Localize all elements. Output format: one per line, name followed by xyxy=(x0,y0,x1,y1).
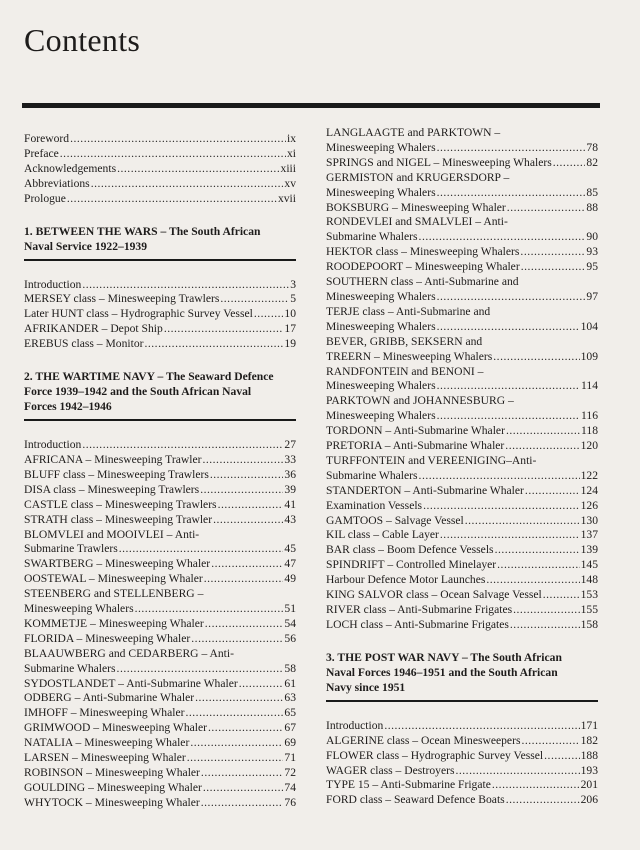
dot-leader xyxy=(437,379,580,394)
toc-entry[interactable] xyxy=(24,453,296,468)
toc-entry-page: xvii xyxy=(277,191,296,205)
toc-entry-page: 171 xyxy=(580,718,598,732)
section-1-heading xyxy=(24,224,296,261)
toc-entry-page: 17 xyxy=(284,322,296,336)
dot-leader xyxy=(205,617,284,632)
section-3-heading xyxy=(326,650,598,702)
toc-entry-label: GAMTOOS – Salvage Vessel xyxy=(326,513,464,527)
toc-entry-page: 114 xyxy=(581,379,598,393)
toc-entry[interactable] xyxy=(24,647,296,677)
toc-entry-label: CASTLE class – Minesweeping Trawlers xyxy=(24,497,217,511)
dot-leader xyxy=(200,483,283,498)
toc-entry[interactable] xyxy=(326,424,598,439)
dot-leader xyxy=(437,320,580,335)
toc-entry-label: Foreword xyxy=(24,132,70,145)
toc-entry-page: 137 xyxy=(580,528,598,542)
dot-leader xyxy=(70,132,286,147)
toc-entry-page: 116 xyxy=(581,409,598,423)
toc-entry-page: 148 xyxy=(580,573,598,587)
toc-entry-page: 3 xyxy=(290,277,296,291)
toc-entry-label: Examination Vessels xyxy=(326,498,423,512)
toc-entry-page: 27 xyxy=(284,438,296,452)
toc-entry-page: 51 xyxy=(284,602,296,616)
toc-entry-label: BLUFF class – Minesweeping Trawlers xyxy=(24,467,209,481)
toc-entry-page: 78 xyxy=(586,140,598,154)
dot-leader xyxy=(191,632,283,647)
toc-entry-label: SPINDRIFT – Controlled Minelayer xyxy=(326,558,497,572)
toc-entry[interactable] xyxy=(24,192,296,207)
toc-entry-label: Acknowledgements xyxy=(24,161,117,175)
toc-entry-label-line: TURFFONTEIN and VEREENIGING–Anti- xyxy=(326,453,537,467)
toc-entry[interactable] xyxy=(326,778,598,793)
toc-entry[interactable] xyxy=(24,736,296,751)
prelims-list xyxy=(24,132,296,207)
dot-leader xyxy=(82,438,283,453)
dot-leader xyxy=(506,793,580,808)
toc-entry-page: 193 xyxy=(580,763,598,777)
toc-entry[interactable] xyxy=(326,749,598,764)
toc-entry[interactable] xyxy=(326,484,598,499)
toc-entry-label: FLORIDA – Minesweeping Whaler xyxy=(24,631,191,645)
toc-entry-label: Minesweeping Whalers xyxy=(326,409,436,423)
dot-leader xyxy=(213,513,283,528)
toc-entry[interactable] xyxy=(326,618,598,633)
toc-entry[interactable] xyxy=(326,764,598,779)
toc-entry-page: 124 xyxy=(580,483,598,497)
toc-entry-label-line: BLAAUWBERG and CEDARBERG – Anti- xyxy=(24,646,234,660)
toc-entry-label: Preface xyxy=(24,146,59,160)
toc-entry-label: Prologue xyxy=(24,191,66,205)
toc-entry-page: 206 xyxy=(580,793,598,807)
right-column xyxy=(326,126,598,808)
dot-leader xyxy=(195,691,283,706)
dot-leader xyxy=(67,192,277,207)
dot-leader xyxy=(437,290,586,305)
toc-entry[interactable] xyxy=(24,781,296,796)
toc-entry-label: GRIMWOOD – Minesweeping Whaler xyxy=(24,721,207,735)
section-1-heading-line: Naval Service 1922–1939 xyxy=(24,239,148,253)
toc-entry-label: Later HUNT class – Hydrographic Survey Vessel xyxy=(24,307,253,321)
toc-entry-page: 130 xyxy=(580,513,598,527)
toc-entry-page: 45 xyxy=(284,542,296,556)
toc-entry-label: NATALIA – Minesweeping Whaler xyxy=(24,736,190,750)
toc-entry-page: 69 xyxy=(284,736,296,750)
toc-entry[interactable] xyxy=(326,603,598,618)
toc-entry-label: GOULDING – Minesweeping Whaler xyxy=(24,780,202,794)
toc-entry[interactable] xyxy=(24,706,296,721)
dot-leader xyxy=(419,469,580,484)
toc-entry-label: Minesweeping Whalers xyxy=(24,602,134,616)
toc-entry[interactable] xyxy=(24,528,296,558)
toc-entry-label: FLOWER class – Hydrographic Survey Vessel xyxy=(326,748,544,762)
toc-entry[interactable] xyxy=(24,468,296,483)
toc-entry[interactable] xyxy=(326,215,598,245)
section-3-heading-line: Naval Forces 1946–1951 and the South African xyxy=(326,665,558,679)
toc-entry-label-line: BLOMVLEI and MOOIVLEI – Anti- xyxy=(24,527,200,541)
toc-entry-page: 39 xyxy=(284,482,296,496)
toc-entry[interactable] xyxy=(326,528,598,543)
dot-leader xyxy=(82,278,289,293)
toc-entry-label: SWARTBERG – Minesweeping Whaler xyxy=(24,557,211,571)
toc-entry-page: 88 xyxy=(586,200,598,214)
section-2-list-left xyxy=(24,438,296,811)
toc-entry[interactable] xyxy=(326,558,598,573)
dot-leader xyxy=(254,307,284,322)
dot-leader xyxy=(211,557,283,572)
dot-leader xyxy=(493,350,579,365)
toc-entry[interactable] xyxy=(24,438,296,453)
toc-entry-page: 47 xyxy=(284,557,296,571)
toc-entry-label-line: LANGLAAGTE and PARKTOWN – xyxy=(326,126,501,139)
toc-entry[interactable] xyxy=(24,147,296,162)
dot-leader xyxy=(465,514,580,529)
toc-entry-page: 19 xyxy=(284,337,296,351)
left-column xyxy=(24,132,296,811)
toc-entry-label: FORD class – Seaward Defence Boats xyxy=(326,793,505,807)
dot-leader xyxy=(202,453,283,468)
section-3-heading-line: 3. THE POST WAR NAVY – The South African xyxy=(326,650,562,664)
toc-entry-label: TREERN – Minesweeping Whalers xyxy=(326,349,493,363)
toc-entry[interactable] xyxy=(326,454,598,484)
toc-entry-label-line: PARKTOWN and JOHANNESBURG – xyxy=(326,394,514,408)
dot-leader xyxy=(60,147,286,162)
toc-entry[interactable] xyxy=(326,335,598,365)
toc-entry-label: Minesweeping Whalers xyxy=(326,319,436,333)
toc-entry-page: 76 xyxy=(284,795,296,809)
toc-entry-label: TYPE 15 – Anti-Submarine Frigate xyxy=(326,778,491,792)
toc-entry-page: 104 xyxy=(580,319,598,333)
section-2-heading xyxy=(24,369,296,421)
toc-entry[interactable] xyxy=(24,498,296,513)
toc-entry-label: Submarine Whalers xyxy=(326,468,418,482)
toc-entry-label-line: STEENBERG and STELLENBERG – xyxy=(24,587,204,601)
toc-entry[interactable] xyxy=(24,278,296,293)
dot-leader xyxy=(384,719,579,734)
toc-entry-label: Introduction xyxy=(24,277,82,291)
section-2-list-right xyxy=(326,126,598,633)
dot-leader xyxy=(190,736,283,751)
toc-entry[interactable] xyxy=(326,588,598,603)
toc-entry[interactable] xyxy=(24,132,296,147)
toc-entry-page: 145 xyxy=(580,558,598,572)
toc-entry-label: LARSEN – Minesweeping Whaler xyxy=(24,751,186,765)
toc-entry[interactable] xyxy=(326,245,598,260)
toc-entry[interactable] xyxy=(24,513,296,528)
toc-entry-page: 67 xyxy=(284,721,296,735)
toc-entry[interactable] xyxy=(326,126,598,156)
toc-entry-page: 71 xyxy=(284,751,296,765)
dot-leader xyxy=(506,424,580,439)
section-3-list xyxy=(326,719,598,808)
toc-entry-page: 155 xyxy=(580,603,598,616)
toc-entry[interactable] xyxy=(326,573,598,588)
dot-leader xyxy=(117,162,279,177)
toc-entry-label: SYDOSTLANDET – Anti-Submarine Whaler xyxy=(24,676,238,690)
toc-entry[interactable] xyxy=(326,260,598,275)
toc-entry-page: 120 xyxy=(580,439,598,453)
toc-entry[interactable] xyxy=(326,171,598,201)
toc-entry[interactable] xyxy=(24,483,296,498)
toc-entry-label: PRETORIA – Anti-Submarine Whaler xyxy=(326,439,505,453)
toc-entry-label: WAGER class – Destroyers xyxy=(326,763,455,777)
toc-entry[interactable] xyxy=(326,275,598,305)
toc-entry-label: SPRINGS and NIGEL – Minesweeping Whalers xyxy=(326,155,552,169)
toc-entry-label: AFRIKANDER – Depot Ship xyxy=(24,322,163,336)
toc-entry-page: 188 xyxy=(580,748,598,762)
toc-entry-page: xv xyxy=(284,176,296,190)
toc-entry-label: ODBERG – Anti-Submarine Whaler xyxy=(24,691,195,705)
dot-leader xyxy=(119,542,284,557)
toc-entry[interactable] xyxy=(326,305,598,335)
dot-leader xyxy=(486,573,579,588)
section-3-heading-line: Navy since 1951 xyxy=(326,680,406,694)
toc-entry-label: OOSTEWAL – Minesweeping Whaler xyxy=(24,572,203,586)
toc-entry-page: 33 xyxy=(284,452,296,466)
toc-entry-label: STRATH class – Minesweeping Trawler xyxy=(24,512,213,526)
dot-leader xyxy=(201,796,284,811)
toc-entry-label: Minesweeping Whalers xyxy=(326,185,436,199)
dot-leader xyxy=(525,484,580,499)
toc-entry[interactable] xyxy=(24,632,296,647)
dot-leader xyxy=(210,468,284,483)
toc-entry[interactable] xyxy=(24,162,296,177)
toc-entry-label-line: BEVER, GRIBB, SEKSERN and xyxy=(326,334,483,348)
dot-leader xyxy=(497,558,579,573)
toc-entry[interactable] xyxy=(24,322,296,337)
toc-entry-page: 63 xyxy=(284,691,296,705)
toc-entry-label: HEKTOR class – Minesweeping Whalers xyxy=(326,245,520,259)
toc-entry[interactable] xyxy=(326,499,598,514)
toc-entry[interactable] xyxy=(24,337,296,352)
toc-entry-page: 82 xyxy=(586,155,598,169)
toc-entry[interactable] xyxy=(24,677,296,692)
toc-entry-page: 201 xyxy=(580,778,598,792)
dot-leader xyxy=(204,572,284,587)
toc-entry[interactable] xyxy=(326,793,598,808)
toc-entry-label: KIL class – Cable Layer xyxy=(326,528,439,542)
toc-entry[interactable] xyxy=(326,156,598,171)
toc-entry[interactable] xyxy=(24,307,296,322)
toc-entry-page: 182 xyxy=(580,733,598,747)
toc-entry-page: 54 xyxy=(284,616,296,630)
dot-leader xyxy=(187,751,284,766)
dot-leader xyxy=(505,439,579,454)
toc-entry-page: 56 xyxy=(284,631,296,645)
dot-leader xyxy=(164,322,284,337)
toc-entry-page: 109 xyxy=(580,349,598,363)
toc-entry-label: KOMMETJE – Minesweeping Whaler xyxy=(24,616,204,630)
dot-leader xyxy=(437,186,586,201)
toc-entry[interactable] xyxy=(326,201,598,216)
toc-entry-page: 90 xyxy=(586,230,598,244)
toc-entry-page: 41 xyxy=(284,497,296,511)
dot-leader xyxy=(553,156,586,171)
toc-entry-label: Submarine Whalers xyxy=(326,230,418,244)
dot-leader xyxy=(203,781,284,796)
toc-entry-page: 97 xyxy=(586,289,598,303)
dot-leader xyxy=(201,766,283,781)
dot-leader xyxy=(521,734,579,749)
dot-leader xyxy=(513,603,579,618)
toc-entry-label: MERSEY class – Minesweeping Trawlers xyxy=(24,292,220,306)
toc-entry-label: Submarine Trawlers xyxy=(24,542,118,556)
section-1-list xyxy=(24,278,296,353)
toc-entry-label: STANDERTON – Anti-Submarine Whaler xyxy=(326,483,524,497)
section-2-heading-line: Forces 1942–1946 xyxy=(24,400,112,414)
section-2-heading-line: Force 1939–1942 and the South African Naval xyxy=(24,385,252,399)
toc-entry-page: 85 xyxy=(586,185,598,199)
dot-leader xyxy=(543,588,580,603)
toc-entry-page: 65 xyxy=(284,706,296,720)
toc-entry-label: RIVER class – Anti-Submarine Frigates xyxy=(326,603,513,616)
toc-entry[interactable] xyxy=(24,796,296,811)
toc-entry[interactable] xyxy=(24,557,296,572)
toc-entry-page: xi xyxy=(286,146,296,160)
toc-entry-label: ROODEPOORT – Minesweeping Whaler xyxy=(326,260,520,274)
toc-entry-page: 139 xyxy=(580,543,598,557)
page-title: Contents xyxy=(24,22,141,58)
toc-entry-page: 61 xyxy=(284,676,296,690)
toc-entry-label: WHYTOCK – Minesweeping Whaler xyxy=(24,795,200,809)
dot-leader xyxy=(135,602,284,617)
dot-leader xyxy=(495,543,580,558)
toc-entry-label: ROBINSON – Minesweeping Whaler xyxy=(24,766,200,779)
toc-entry-label: DISA class – Minesweeping Trawlers xyxy=(24,482,200,496)
toc-entry[interactable] xyxy=(24,177,296,192)
dot-leader xyxy=(510,618,580,633)
toc-entry-label: Introduction xyxy=(24,438,82,452)
dot-leader xyxy=(220,292,289,307)
toc-entry-page: 118 xyxy=(581,424,598,438)
dot-leader xyxy=(91,177,284,192)
dot-leader xyxy=(423,499,580,514)
dot-leader xyxy=(419,230,586,245)
toc-entry-page: 122 xyxy=(580,468,598,482)
dot-leader xyxy=(492,778,580,793)
section-1-heading-line: 1. BETWEEN THE WARS – The South African xyxy=(24,224,261,238)
toc-entry[interactable] xyxy=(326,365,598,395)
dot-leader xyxy=(117,662,284,677)
toc-entry[interactable] xyxy=(326,514,598,529)
toc-entry-label-line: TERJE class – Anti-Submarine and xyxy=(326,304,491,318)
toc-entry-page: 10 xyxy=(284,307,296,321)
toc-entry-page: ix xyxy=(286,132,296,145)
dot-leader xyxy=(239,677,284,692)
toc-entry[interactable] xyxy=(24,572,296,587)
toc-entry-page: xiii xyxy=(280,161,296,175)
toc-entry-page: 93 xyxy=(586,245,598,259)
toc-entry-label: Abbreviations xyxy=(24,176,90,190)
toc-entry-label: ALGERINE class – Ocean Minesweepers xyxy=(326,733,521,747)
toc-entry-label: Minesweeping Whalers xyxy=(326,140,436,154)
toc-entry[interactable] xyxy=(24,766,296,781)
toc-entry-label: TORDONN – Anti-Submarine Whaler xyxy=(326,424,505,438)
dot-leader xyxy=(218,498,284,513)
section-2-heading-line: 2. THE WARTIME NAVY – The Seaward Defence xyxy=(24,370,274,384)
toc-entry-page: 49 xyxy=(284,572,296,586)
toc-entry-page: 43 xyxy=(284,512,296,526)
dot-leader xyxy=(544,749,579,764)
toc-entry-label: BAR class – Boom Defence Vessels xyxy=(326,543,494,557)
toc-entry-label: BOKSBURG – Minesweeping Whaler xyxy=(326,200,506,214)
dot-leader xyxy=(507,201,586,216)
toc-entry-label: Submarine Whalers xyxy=(24,661,116,675)
dot-leader xyxy=(144,337,283,352)
toc-entry-label: EREBUS class – Monitor xyxy=(24,337,144,351)
toc-entry-label: IMHOFF – Minesweeping Whaler xyxy=(24,706,185,720)
toc-entry-page: 95 xyxy=(586,260,598,274)
toc-entry-page: 158 xyxy=(580,617,598,631)
toc-entry[interactable] xyxy=(326,734,598,749)
toc-entry-page: 153 xyxy=(580,588,598,602)
toc-entry-label: KING SALVOR class – Ocean Salvage Vessel xyxy=(326,588,542,602)
toc-entry-label-line: RONDEVLEI and SMALVLEI – Anti- xyxy=(326,215,508,229)
toc-entry-page: 5 xyxy=(290,292,296,306)
toc-entry-label-line: RANDFONTEIN and BENONI – xyxy=(326,364,484,378)
dot-leader xyxy=(437,141,586,156)
toc-entry-label-line: GERMISTON and KRUGERSDORP – xyxy=(326,170,510,184)
toc-entry[interactable] xyxy=(24,691,296,706)
dot-leader xyxy=(521,260,586,275)
toc-entry[interactable] xyxy=(326,439,598,454)
toc-entry[interactable] xyxy=(24,751,296,766)
toc-entry-label: AFRICANA – Minesweeping Trawler xyxy=(24,452,202,466)
toc-entry-page: 58 xyxy=(284,661,296,675)
toc-entry-label-line: SOUTHERN class – Anti-Submarine and xyxy=(326,275,519,289)
toc-entry-page: 72 xyxy=(284,766,296,779)
toc-entry-page: 74 xyxy=(284,780,296,794)
toc-entry-label: LOCH class – Anti-Submarine Frigates xyxy=(326,617,509,631)
toc-entry[interactable] xyxy=(326,719,598,734)
dot-leader xyxy=(455,764,579,779)
toc-entry[interactable] xyxy=(24,587,296,617)
toc-entry[interactable] xyxy=(24,292,296,307)
dot-leader xyxy=(437,409,580,424)
dot-leader xyxy=(185,706,283,721)
toc-entry[interactable] xyxy=(24,721,296,736)
toc-entry[interactable] xyxy=(24,617,296,632)
dot-leader xyxy=(520,245,585,260)
toc-entry[interactable] xyxy=(326,543,598,558)
toc-entry[interactable] xyxy=(326,394,598,424)
toc-entry-label: Minesweeping Whalers xyxy=(326,379,436,393)
toc-entry-label: Minesweeping Whalers xyxy=(326,289,436,303)
dot-leader xyxy=(440,528,580,543)
toc-entry-page: 36 xyxy=(284,467,296,481)
title-rule xyxy=(22,103,600,108)
toc-entry-label: Harbour Defence Motor Launches xyxy=(326,573,486,587)
toc-entry-page: 126 xyxy=(580,498,598,512)
toc-entry-label: Introduction xyxy=(326,718,384,732)
dot-leader xyxy=(208,721,283,736)
